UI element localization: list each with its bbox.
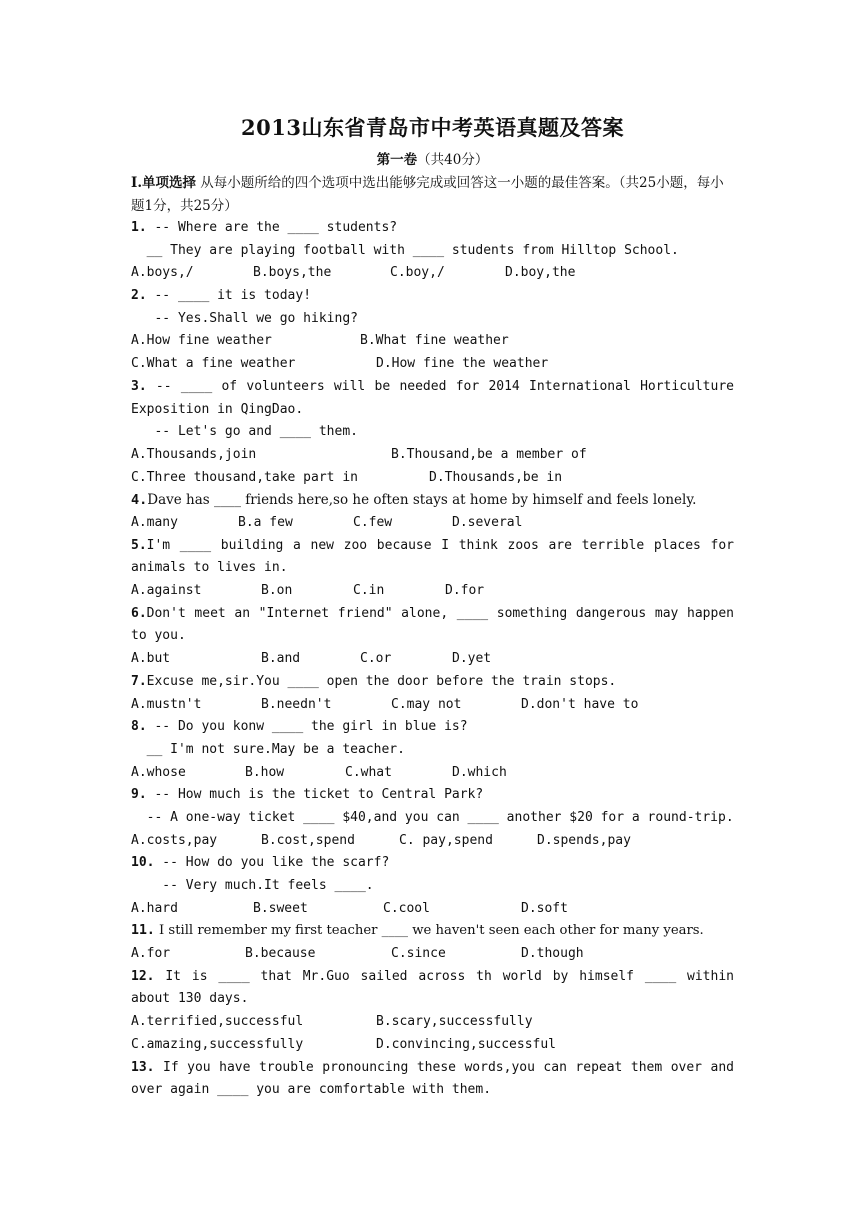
option-c: C.What a fine weather xyxy=(131,356,296,372)
option-d: D.several xyxy=(452,514,523,530)
question-2-options-ab xyxy=(131,330,734,353)
option-a: A.boys,/ xyxy=(131,265,194,281)
question-6-options xyxy=(131,648,734,671)
question-2: 2. -- ____ it is today! xyxy=(131,288,312,304)
question-2-reply: -- Yes.Shall we go hiking? xyxy=(131,310,358,326)
option-d: D.which xyxy=(452,764,507,780)
question-4: 4.Dave has ____ friends here,so he often stays at home by himself and feels lonely. xyxy=(131,492,697,509)
option-a: A.terrified,successful xyxy=(131,1014,304,1030)
option-b: B.how xyxy=(245,764,285,780)
question-12: 12. It is ____ that Mr.Guo sailed across th world by himself ____ within about 130 days. xyxy=(131,968,734,1007)
question-9: 9. -- How much is the ticket to Central Park? xyxy=(131,787,484,803)
option-c: C. pay,spend xyxy=(399,832,493,848)
question-2-options-cd xyxy=(131,353,734,376)
option-a: A.whose xyxy=(131,764,186,780)
question-11: 11. I still remember my first teacher ____ we haven't seen each other for many years. xyxy=(131,923,704,939)
question-3-options-cd xyxy=(131,467,734,490)
question-9-reply: -- A one-way ticket ____ $40,and you can ____ another $20 for a round-trip. xyxy=(131,809,734,825)
section-heading xyxy=(131,172,734,217)
option-a: A.costs,pay xyxy=(131,832,218,848)
question-8-options xyxy=(131,762,734,785)
question-11-options xyxy=(131,943,734,966)
section-label: I.单项选择 xyxy=(131,175,197,191)
option-c: C.since xyxy=(391,946,446,962)
option-a: A.against xyxy=(131,583,202,599)
page-title: 2013山东省青岛市中考英语真题及答案 xyxy=(241,115,624,140)
option-c: C.may not xyxy=(391,696,462,712)
question-3: 3. -- ____ of volunteers will be needed for 2014 International Horticulture Exposition in QingDao. xyxy=(131,378,734,417)
question-10-reply: -- Very much.It feels ____. xyxy=(131,878,374,894)
question-6: 6.Don't meet an "Internet friend" alone, ____ something dangerous may happen to you. xyxy=(131,605,734,644)
question-3-options-ab xyxy=(131,444,734,467)
option-c: C.or xyxy=(360,651,392,667)
option-a: A.mustn't xyxy=(131,696,202,712)
option-d: D.yet xyxy=(452,651,492,667)
paper-subtitle: 第一卷（共40分） xyxy=(376,152,489,168)
question-12-options-cd xyxy=(131,1034,734,1057)
question-12-options-ab xyxy=(131,1011,734,1034)
option-d: D.convincing,successful xyxy=(376,1036,557,1052)
option-b: B.cost,spend xyxy=(261,832,355,848)
option-d: D.for xyxy=(445,583,485,599)
section-instruction: 从每小题所给的四个选项中选出能够完成或回答这一小题的最佳答案。（共25小题，每小题1分，共25分） xyxy=(131,175,724,214)
option-a: A.hard xyxy=(131,900,178,916)
option-b: B.needn't xyxy=(261,696,332,712)
option-d: D.don't have to xyxy=(521,696,639,712)
option-d: D.How fine the weather xyxy=(376,356,549,372)
question-5: 5.I'm ____ building a new zoo because I think zoos are terrible places for animals to lives in. xyxy=(131,537,734,576)
question-1-reply: __ They are playing football with ____ students from Hilltop School. xyxy=(131,242,679,258)
option-a: A.How fine weather xyxy=(131,333,272,349)
option-b: B.scary,successfully xyxy=(376,1014,533,1030)
option-b: B.boys,the xyxy=(253,265,332,281)
question-5-options xyxy=(131,580,734,603)
option-b: B.What fine weather xyxy=(360,333,509,349)
option-b: B.a few xyxy=(238,514,293,530)
question-8-reply: __ I'm not sure.May be a teacher. xyxy=(131,741,405,757)
option-a: A.Thousands,join xyxy=(131,446,257,462)
option-c: C.in xyxy=(353,583,385,599)
option-a: A.but xyxy=(131,651,171,667)
option-a: A.for xyxy=(131,946,171,962)
question-4-options xyxy=(131,512,734,535)
question-13: 13. If you have trouble pronouncing these words,you can repeat them over and over again ____ you are comfortable with them. xyxy=(131,1059,734,1098)
option-b: B.because xyxy=(245,946,316,962)
option-b: B.on xyxy=(261,583,293,599)
option-c: C.what xyxy=(345,764,392,780)
option-c: C.Three thousand,take part in xyxy=(131,469,358,485)
option-c: C.boy,/ xyxy=(390,265,445,281)
question-7: 7.Excuse me,sir.You ____ open the door before the train stops. xyxy=(131,673,617,689)
question-9-options xyxy=(131,830,734,853)
question-1-options xyxy=(131,262,734,285)
option-c: C.amazing,successfully xyxy=(131,1036,304,1052)
option-b: B.and xyxy=(261,651,301,667)
question-1: 1. -- Where are the ____ students? xyxy=(131,220,398,235)
option-c: C.few xyxy=(353,514,393,530)
option-d: D.though xyxy=(521,946,584,962)
option-a: A.many xyxy=(131,514,178,530)
exam-page xyxy=(131,110,734,1102)
option-b: B.Thousand,be a member of xyxy=(391,446,587,462)
option-c: C.cool xyxy=(383,900,430,916)
option-d: D.boy,the xyxy=(505,265,576,281)
question-10-options xyxy=(131,898,734,921)
question-7-options xyxy=(131,694,734,717)
option-d: D.Thousands,be in xyxy=(429,469,563,485)
option-b: B.sweet xyxy=(253,900,308,916)
option-d: D.soft xyxy=(521,900,568,916)
question-3-reply: -- Let's go and ____ them. xyxy=(131,424,358,440)
question-10: 10. -- How do you like the scarf? xyxy=(131,855,390,871)
question-8: 8. -- Do you konw ____ the girl in blue is? xyxy=(131,719,468,735)
option-d: D.spends,pay xyxy=(537,832,631,848)
